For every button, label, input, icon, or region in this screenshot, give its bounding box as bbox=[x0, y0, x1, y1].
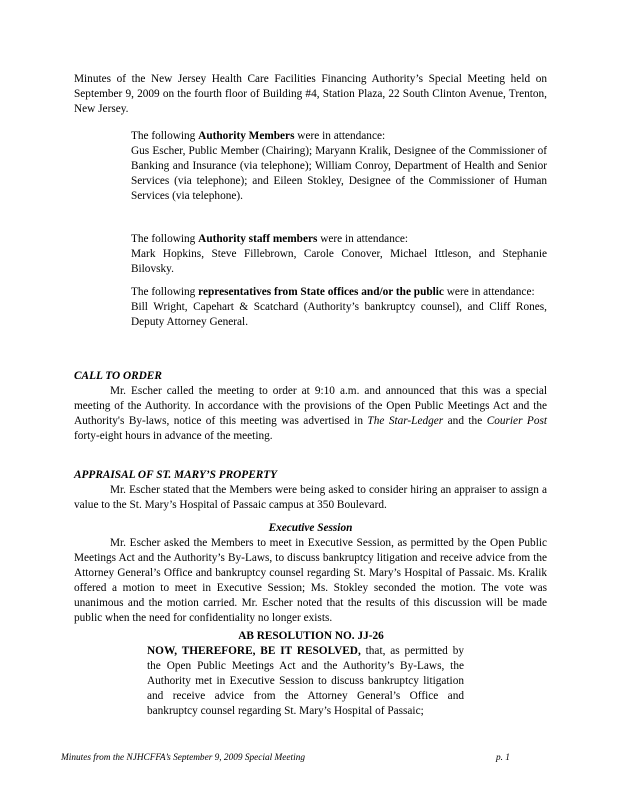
intro-paragraph: Minutes of the New Jersey Health Care Facilities Financing Authority’s Special Meeting held on September 9, 2009 on the fourth floor of Building #4, Station Plaza, 22 South Clinton Avenue, Trenton, New Jersey. bbox=[74, 73, 547, 115]
members-names: Gus Escher, Public Member (Chairing); Maryann Kralik, Designee of the Commissioner of Banking and Insurance (via telephone); William Conroy, Department of Health and Senior Services (via telephone); and Eileen Stokley, Designee of the Commissioner of Human Services (via telephone). bbox=[131, 145, 547, 202]
public-attendance-label: The following representatives from State offices and/or the public were in attendance: bbox=[131, 286, 535, 298]
staff-attendance bbox=[131, 232, 547, 277]
staff-attendance-label: The following Authority staff members were in attendance: bbox=[131, 233, 409, 245]
newspaper-courier-post: Courier Post bbox=[486, 415, 548, 427]
newspaper-star-ledger: The Star-Ledger bbox=[367, 415, 444, 427]
resolution-heading: AB RESOLUTION NO. JJ-26 bbox=[238, 630, 384, 642]
members-attendance-label: The following Authority Members were in attendance: bbox=[131, 130, 386, 142]
page-number: p. 1 bbox=[496, 753, 510, 763]
resolution-body: NOW, THEREFORE, BE IT RESOLVED, that, as permitted by the Open Public Meetings Act and the Authority’s By-Laws, the Authority met in Executive Session to discuss bankruptcy litigation and receive advice from the Attorney General’s Office and bankruptcy counsel regarding St. Mary’s Hospital of Passaic; bbox=[147, 645, 464, 717]
call-to-order-heading: CALL TO ORDER bbox=[74, 370, 162, 382]
call-to-order-paragraph: Mr. Escher called the meeting to order at 9:10 a.m. and announced that this was a special meeting of the Authority. In accordance with the provisions of the Open Public Meetings Act and the Authority's By-laws, notice of this meeting was advertised in The Star-Ledger and the Courier Post forty-eight hours in advance of the meeting. bbox=[74, 385, 548, 442]
appraisal-heading: APPRAISAL OF ST. MARY’S PROPERTY bbox=[74, 469, 278, 481]
footer-title: Minutes from the NJHCFFA’s September 9, 2009 Special Meeting bbox=[61, 753, 306, 763]
executive-session-paragraph: Mr. Escher asked the Members to meet in Executive Session, as permitted by the Open Public Meetings Act and the Authority’s By-Laws, to discuss bankruptcy litigation and receive advice from the Attorney General’s Office and bankruptcy counsel regarding St. Mary’s Hospital of Passaic. Ms. Kralik offered a motion to meet in Executive Session; Ms. Stokley seconded the motion. The vote was unanimous and the motion carried. Mr. Escher noted that the results of this discussion will be made public when the need for confidentiality no longer exists. bbox=[74, 537, 547, 624]
public-attendance bbox=[131, 285, 547, 330]
members-attendance bbox=[131, 129, 547, 204]
resolution-lead: NOW, THEREFORE, BE IT RESOLVED, bbox=[147, 645, 361, 657]
executive-session-heading: Executive Session bbox=[268, 522, 353, 534]
staff-names: Mark Hopkins, Steve Fillebrown, Carole Conover, Michael Ittleson, and Stephanie Bilovsky. bbox=[131, 248, 547, 275]
appraisal-paragraph: Mr. Escher stated that the Members were being asked to consider hiring an appraiser to assign a value to the St. Mary’s Hospital of Passaic campus at 350 Boulevard. bbox=[74, 484, 547, 511]
public-names: Bill Wright, Capehart & Scatchard (Authority’s bankruptcy counsel), and Cliff Rones, Deputy Attorney General. bbox=[131, 301, 547, 328]
